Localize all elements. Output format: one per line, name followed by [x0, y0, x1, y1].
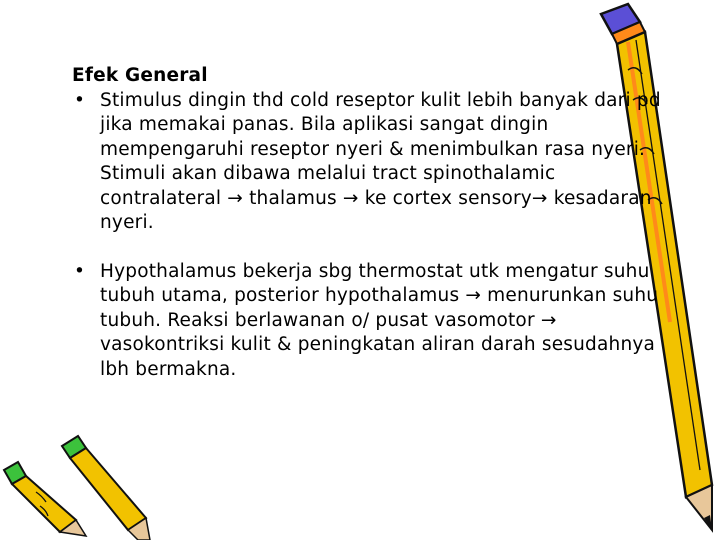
pencil-left-front [4, 462, 86, 536]
bullet-icon: • [74, 260, 86, 282]
bullet-list [72, 89, 672, 383]
bullet-text: Stimulus dingin thd cold reseptor kulit lebih banyak dari pd jika memakai panas. Bila aplikasi sangat dingin mempengaruhi reseptor nyeri & menimbulkan rasa nyeri. Stimuli akan dibawa melalui tract spinothalamic contralateral → thalamus → ke cortex sensory→ kesadaran nyeri. [100, 89, 661, 233]
bullet-icon: • [74, 89, 86, 111]
slide-heading: Efek General [72, 65, 208, 86]
bullet-item [72, 260, 672, 383]
bullet-item [72, 89, 672, 236]
bullet-text: Hypothalamus bekerja sbg thermostat utk mengatur suhu tubuh utama, posterior hypothalamus → menurunkan suhu tubuh. Reaksi berlawanan o/ pusat vasomotor → vasokontriksi kulit & peningkatan aliran darah sesudahnya lbh bermakna. [100, 260, 659, 380]
slide-content [72, 64, 672, 382]
